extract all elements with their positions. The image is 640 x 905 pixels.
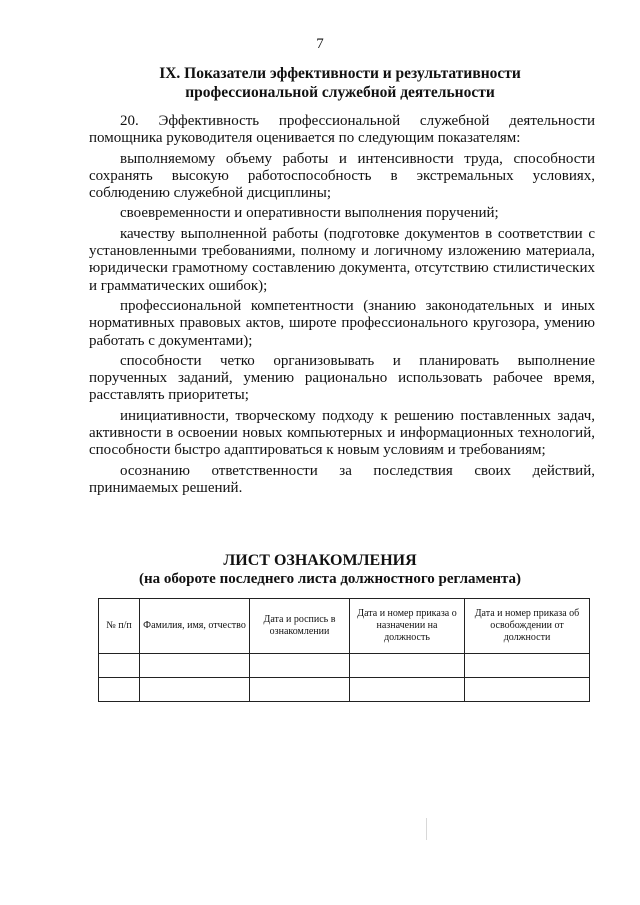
- paragraph: выполняемому объему работы и интенсивности труда, способности сохранять высокую работоспособность в экстремальных условиях, соблюдению служебной дисциплины;: [89, 150, 595, 202]
- acknowledgement-subtitle: (на обороте последнего листа должностного регламента): [138, 571, 522, 587]
- table-cell: [99, 654, 140, 678]
- table-cell: [465, 654, 590, 678]
- table-row: [99, 654, 590, 678]
- table-cell: [350, 654, 465, 678]
- column-header-appointment-order: Дата и номер приказа о назначении на должность: [350, 599, 465, 654]
- section-title-line-1: IX. Показатели эффективности и результативности: [159, 65, 521, 82]
- section-title: [60, 64, 620, 102]
- column-header-signature-date: Дата и роспись в ознакомлении: [250, 599, 350, 654]
- paragraph: качеству выполненной работы (подготовке документов в соответствии с установленными требованиями, полному и логичному изложению материала, юридически грамотному составлению документа, отсутствию стилистических и грамматических ошибок);: [89, 225, 595, 294]
- section-title-line-2: профессиональной служебной деятельности: [185, 84, 495, 101]
- column-header-number: № п/п: [99, 599, 140, 654]
- table-cell: [99, 678, 140, 702]
- table-cell: [140, 654, 250, 678]
- table-cell: [465, 678, 590, 702]
- scan-artifact: [426, 818, 427, 840]
- column-header-dismissal-order: Дата и номер приказа об освобождении от должности: [465, 599, 590, 654]
- column-header-full-name: Фамилия, имя, отчество: [140, 599, 250, 654]
- table-cell: [250, 654, 350, 678]
- paragraph: способности четко организовывать и планировать выполнение порученных заданий, умению рационально использовать рабочее время, расставлять приоритеты;: [89, 352, 595, 404]
- paragraph: своевременности и оперативности выполнения поручений;: [120, 205, 499, 222]
- section-body: [89, 113, 595, 500]
- page-number: 7: [316, 36, 324, 52]
- acknowledgement-table: [98, 598, 590, 702]
- table-cell: [350, 678, 465, 702]
- paragraph: осознанию ответственности за последствия своих действий, принимаемых решений.: [89, 462, 595, 496]
- table-header-row: [99, 599, 590, 654]
- table-row: [99, 678, 590, 702]
- table-cell: [140, 678, 250, 702]
- paragraph: инициативности, творческому подходу к решению поставленных задач, активности в освоении новых компьютерных и информационных технологий, способности быстро адаптироваться к новым условиям и требованиям;: [89, 407, 595, 459]
- paragraph: 20. Эффективность профессиональной служебной деятельности помощника руководителя оценивается по следующим показателям:: [89, 113, 595, 147]
- paragraph: профессиональной компетентности (знанию законодательных и иных нормативных правовых актов, широте профессионального кругозора, умению работать с документами);: [89, 297, 595, 349]
- table-cell: [250, 678, 350, 702]
- acknowledgement-title: ЛИСТ ОЗНАКОМЛЕНИЯ: [223, 552, 417, 569]
